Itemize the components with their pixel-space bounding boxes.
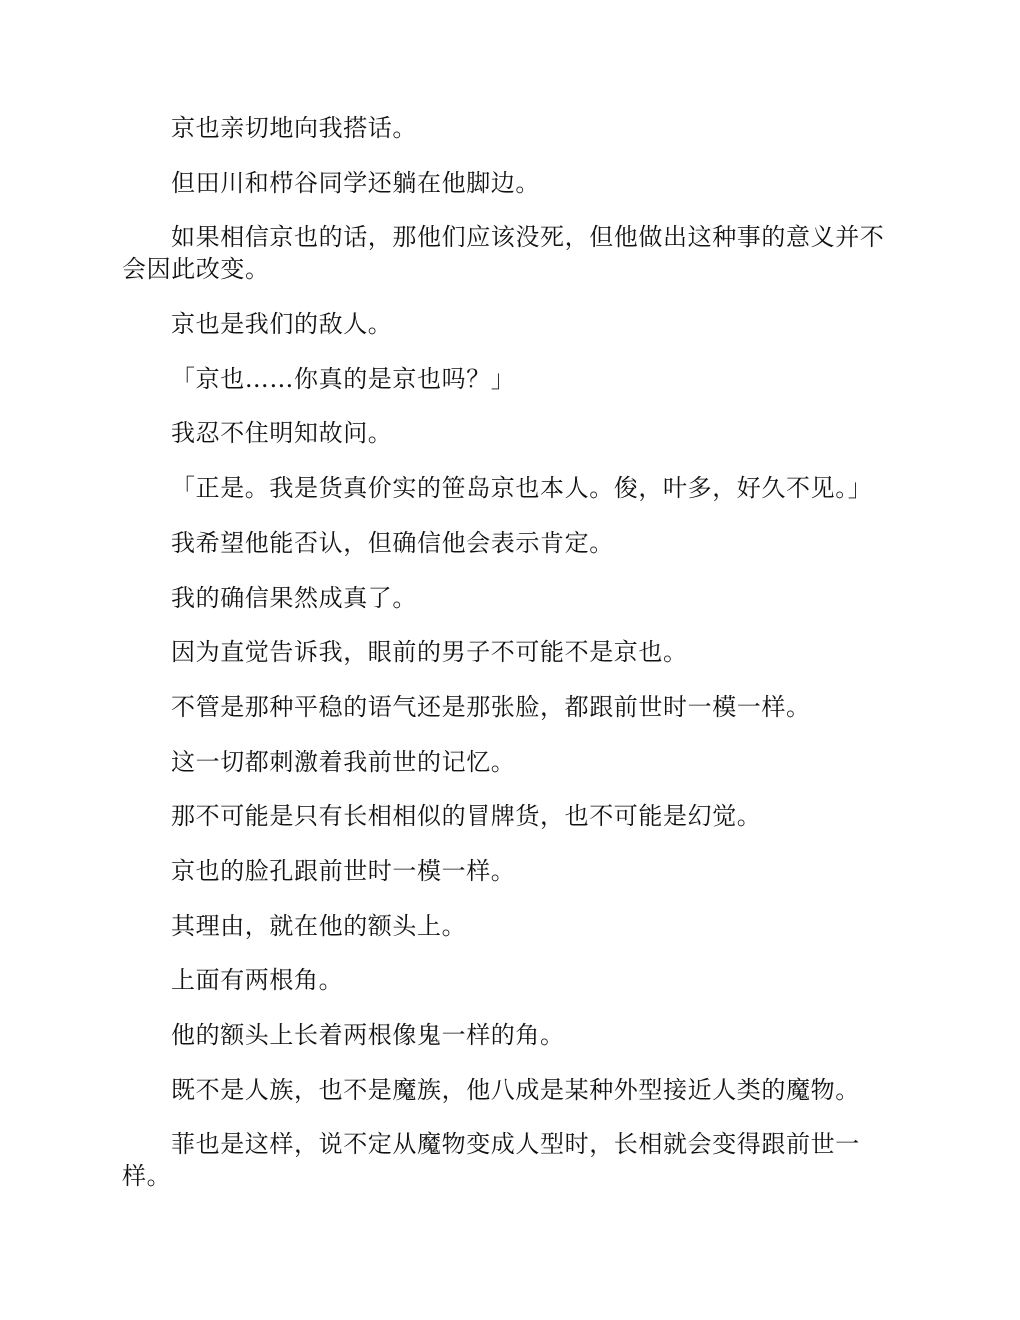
paragraph: 菲也是这样，说不定从魔物变成人型时，长相就会变得跟前世一样。 [122, 1130, 860, 1191]
paragraph: 我忍不住明知故问。 [171, 419, 393, 448]
paragraph: 「正是。我是货真价实的笹岛京也本人。俊，叶多，好久不见。」 [171, 474, 873, 503]
paragraph: 这一切都刺激着我前世的记忆。 [171, 747, 516, 776]
paragraph: 上面有两根角。 [171, 966, 344, 995]
paragraph: 他的额头上长着两根像鬼一样的角。 [171, 1021, 565, 1049]
paragraph: 不管是那种平稳的语气还是那张脸，都跟前世时一模一样。 [171, 692, 811, 721]
paragraph: 我的确信果然成真了。 [171, 583, 417, 612]
paragraph: 但田川和栉谷同学还躺在他脚边。 [171, 168, 540, 197]
paragraph: 京也是我们的敌人。 [171, 310, 393, 339]
paragraph: 京也的脸孔跟前世时一模一样。 [171, 856, 516, 885]
paragraph: 如果相信京也的话，那他们应该没死，但他做出这种事的意义并不会因此改变。 [122, 223, 885, 284]
paragraph: 我希望他能否认，但确信他会表示肯定。 [171, 528, 614, 557]
paragraph: 其理由，就在他的额头上。 [171, 911, 467, 940]
paragraph: 那不可能是只有长相相似的冒牌货，也不可能是幻觉。 [171, 802, 762, 831]
paragraph: 既不是人族，也不是魔族，他八成是某种外型接近人类的魔物。 [171, 1075, 860, 1104]
paragraph: 京也亲切地向我搭话。 [171, 114, 417, 142]
text-body [122, 112, 902, 1215]
paragraph: 因为直觉告诉我，眼前的男子不可能不是京也。 [171, 638, 688, 667]
paragraph: 「京也……你真的是京也吗？」 [171, 364, 516, 393]
